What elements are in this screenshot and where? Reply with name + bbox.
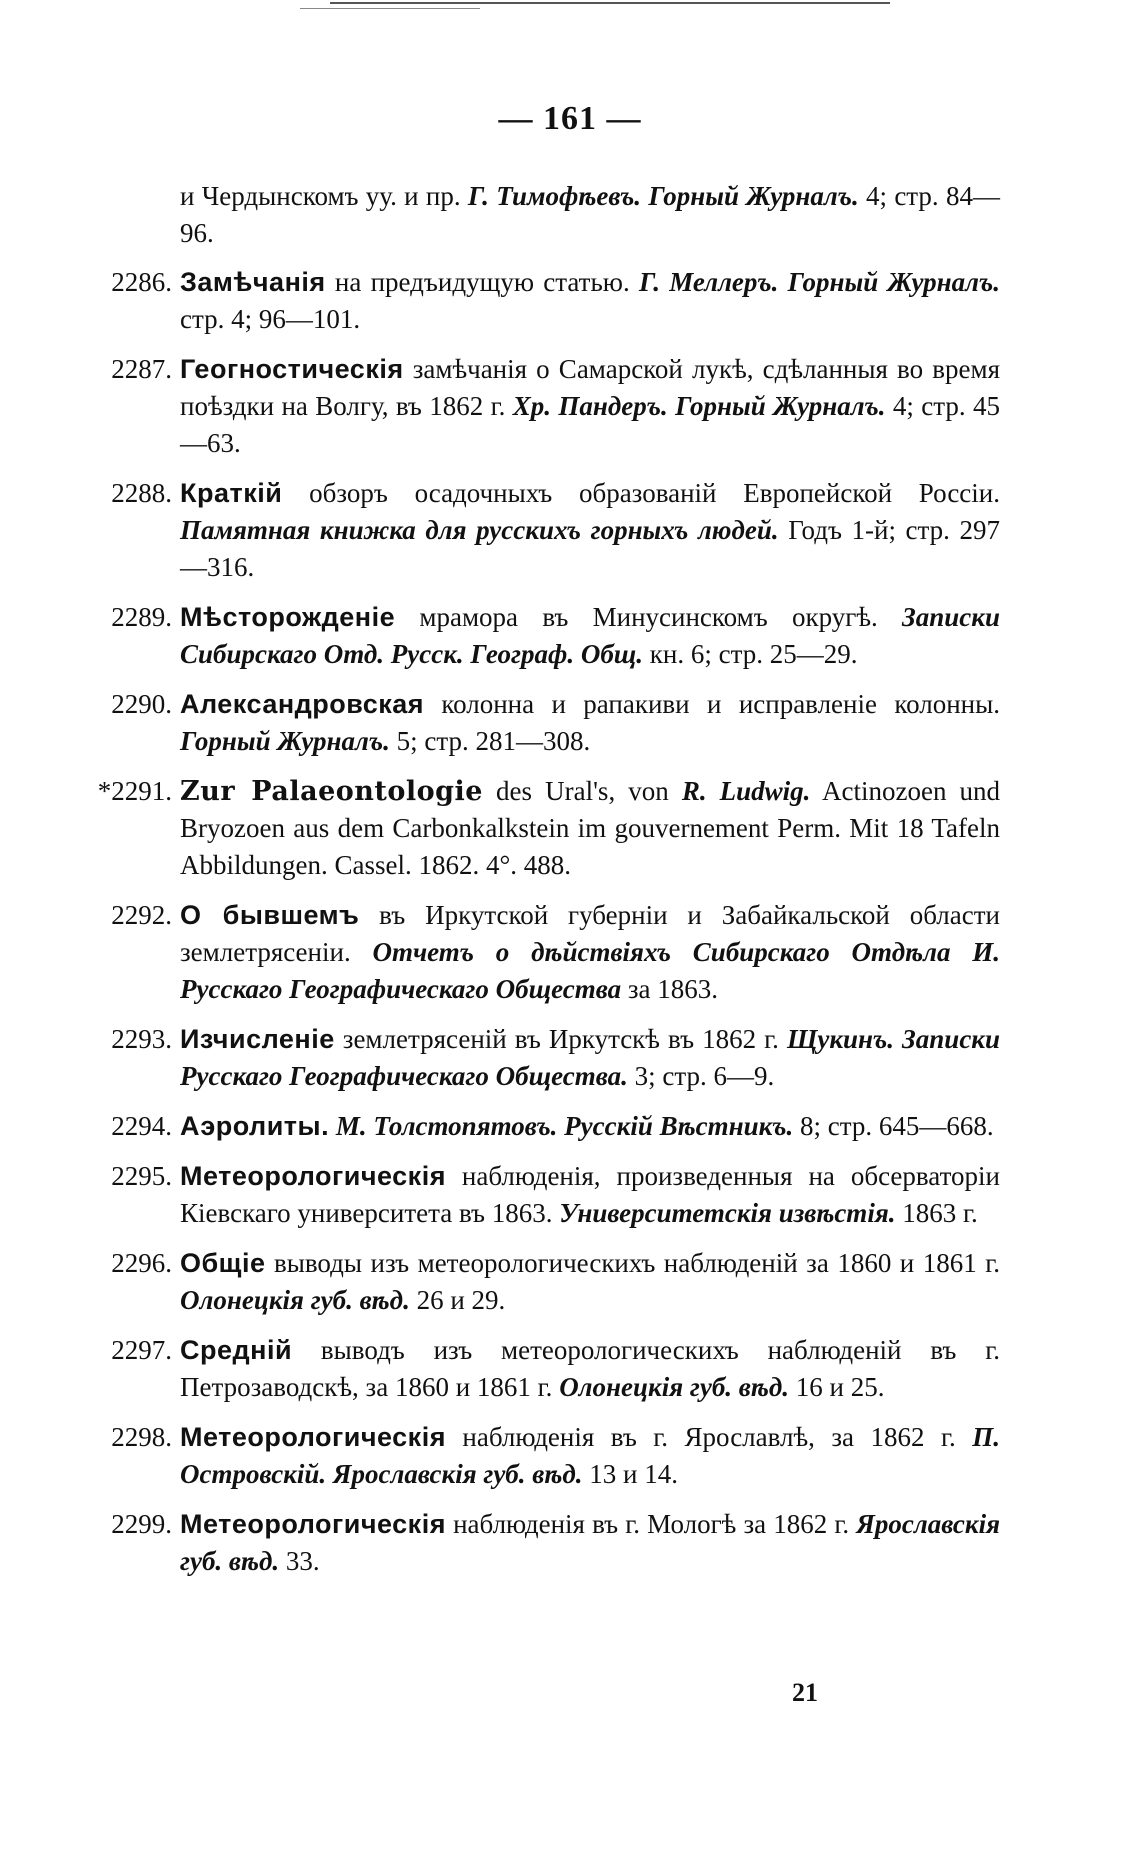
entry-text: 8; стр. 645—668. [793, 1111, 994, 1141]
entry-text: наблюденія, произведенныя на обсерваторіи Кіевскаго университета въ 1863. [180, 1161, 1000, 1228]
bibliography-entry [80, 264, 1000, 338]
bibliography-entry [80, 1021, 1000, 1095]
bibliography-entry [80, 1332, 1000, 1406]
entry-continuation [80, 178, 1000, 252]
entry-number: 2293. [111, 1024, 172, 1054]
entry-text: выводы изъ метеорологическихъ наблюденій за 1860 и 1861 г. [265, 1248, 1000, 1278]
entry-heading: Изчисленіе [180, 1024, 335, 1054]
entry-heading: Метеорологическія [180, 1509, 446, 1539]
entry-number: 2294. [111, 1111, 172, 1141]
entry-text: des Ural's, von [482, 776, 682, 806]
entry-text: 13 и 14. [582, 1459, 678, 1489]
entry-text: землетрясеній въ Иркутскѣ въ 1862 г. [334, 1024, 787, 1054]
entry-number: 2287. [111, 354, 172, 384]
top-rule [330, 2, 890, 4]
entry-source: Олонецкія губ. вѣд. [559, 1372, 790, 1402]
entry-source: Памятная книжка для русскихъ горныхъ людей. [180, 515, 779, 545]
entry-number: 2288. [111, 478, 172, 508]
entry-text: Годъ 1-й; стр. 297—316. [180, 515, 1000, 582]
bibliography-entry [80, 599, 1000, 673]
entry-source: Ярославскія губ. вѣд. [180, 1509, 1000, 1576]
entry-text: замѣчанія о Самарской лукѣ, сдѣланныя во время поѣздки на Волгу, въ 1862 г. [180, 354, 1000, 421]
entry-number: 2290. [111, 689, 172, 719]
entry-number: 2296. [111, 1248, 172, 1278]
entry-source: Г. Тимофѣевъ. Горный Журналъ. [467, 181, 859, 211]
entry-number: 2286. [111, 267, 172, 297]
entry-heading: Метеорологическія [180, 1422, 446, 1452]
entry-text: и Чердынскомъ уу. и пр. [180, 181, 468, 211]
entry-heading: Zur Palaeontologie [180, 776, 483, 807]
entry-text: 1863 г. [895, 1198, 978, 1228]
entry-heading: Средній [180, 1335, 293, 1365]
bibliography-entry [80, 897, 1000, 1008]
entry-text: Actinozoen und Bryozoen aus dem Carbonkalkstein im gouvernement Perm. Mit 18 Tafeln Abbildungen. Cassel. 1862. 4°. 488. [180, 776, 1001, 880]
entry-source: Хр. Пандеръ. Горный Журналъ. [512, 391, 886, 421]
entry-heading: Метеорологическія [180, 1161, 446, 1191]
entry-text: обзоръ осадочныхъ образованій Европейской Россіи. [282, 478, 1000, 508]
bibliography-entry [80, 1506, 1000, 1580]
entry-text: на предъидущую статью. [325, 267, 639, 297]
bibliography-entry [80, 686, 1000, 760]
entry-source: Олонецкія губ. вѣд. [180, 1285, 410, 1315]
entry-text: за 1863. [621, 974, 718, 1004]
entry-source: Г. Меллеръ. Горный Журналъ. [638, 267, 1000, 297]
entry-text: стр. 4; 96—101. [180, 304, 361, 334]
bibliography-entry [80, 1245, 1000, 1319]
entry-text: наблюденія въ г. Мологѣ за 1862 г. [445, 1509, 857, 1539]
entry-source: Записки Сибирскаго Отд. Русск. Географ. Общ. [180, 602, 1000, 669]
entry-source: Отчетъ о дѣйствіяхъ Сибирскаго Отдѣла И. Русскаго Географическаго Общества [180, 937, 1000, 1004]
entry-text: кн. 6; стр. 25—29. [643, 639, 858, 669]
entry-text: наблюденія въ г. Ярославлѣ, за 1862 г. [445, 1422, 973, 1452]
entry-number: 2297. [111, 1335, 172, 1365]
entry-heading: Замѣчанія [180, 267, 326, 297]
bibliography-entry [80, 475, 1000, 586]
entry-text: 16 и 25. [789, 1372, 885, 1402]
entry-number: *2291. [97, 776, 172, 806]
entry-text: 4; стр. 84—96. [180, 181, 1000, 248]
entry-heading: Аэролиты. [180, 1111, 330, 1141]
entry-number: 2299. [111, 1509, 172, 1539]
entry-heading: Геогностическія [180, 354, 404, 384]
entry-heading: Мѣсторожденіе [180, 602, 396, 632]
bibliography-list [80, 178, 1000, 1593]
entry-text: 26 и 29. [409, 1285, 506, 1315]
entry-text [329, 1111, 336, 1141]
bibliography-entry [80, 773, 1000, 884]
entry-text: 5; стр. 281—308. [389, 726, 591, 756]
entry-number: 2292. [111, 900, 172, 930]
bibliography-entry [80, 1108, 1000, 1145]
entry-text: выводъ изъ метеорологическихъ наблюденій въ г. Петрозаводскѣ, за 1860 и 1861 г. [180, 1335, 1000, 1402]
bibliography-entry [80, 351, 1000, 462]
entry-text: 4; стр. 45—63. [180, 391, 1000, 458]
entry-source: М. Толстопятовъ. Русскій Вѣстникъ. [335, 1111, 794, 1141]
printer-signature: 21 [792, 1678, 818, 1707]
entry-source: Университетскія извѣстія. [559, 1198, 896, 1228]
entry-text: колонна и рапакиви и исправленіе колонны. [424, 689, 1000, 719]
entry-heading: Краткій [180, 478, 283, 508]
top-rule-secondary [300, 8, 480, 9]
entry-number: 2289. [111, 602, 172, 632]
entry-source: Щукинъ. Записки Русскаго Географическаго Общества. [180, 1024, 1000, 1091]
entry-source: Горный Журналъ. [180, 726, 390, 756]
entry-text: мрамора въ Минусинскомъ округѣ. [395, 602, 903, 632]
page-number: — 161 — [498, 100, 642, 137]
entry-heading: Общіе [180, 1248, 266, 1278]
entry-text: въ Иркутской губерніи и Забайкальской области землетрясеніи. [180, 900, 1000, 967]
entry-text: 3; стр. 6—9. [627, 1061, 775, 1091]
entry-source: R. Ludwig. [681, 776, 811, 806]
entry-heading: Александровская [180, 689, 424, 719]
entry-text: 33. [279, 1546, 320, 1576]
bibliography-entry [80, 1419, 1000, 1493]
entry-heading: О бывшемъ [180, 900, 360, 930]
bibliography-entry [80, 1158, 1000, 1232]
entry-number: 2298. [111, 1422, 172, 1452]
entry-number: 2295. [111, 1161, 172, 1191]
entry-source: П. Островскій. Ярославскія губ. вѣд. [180, 1422, 1000, 1489]
